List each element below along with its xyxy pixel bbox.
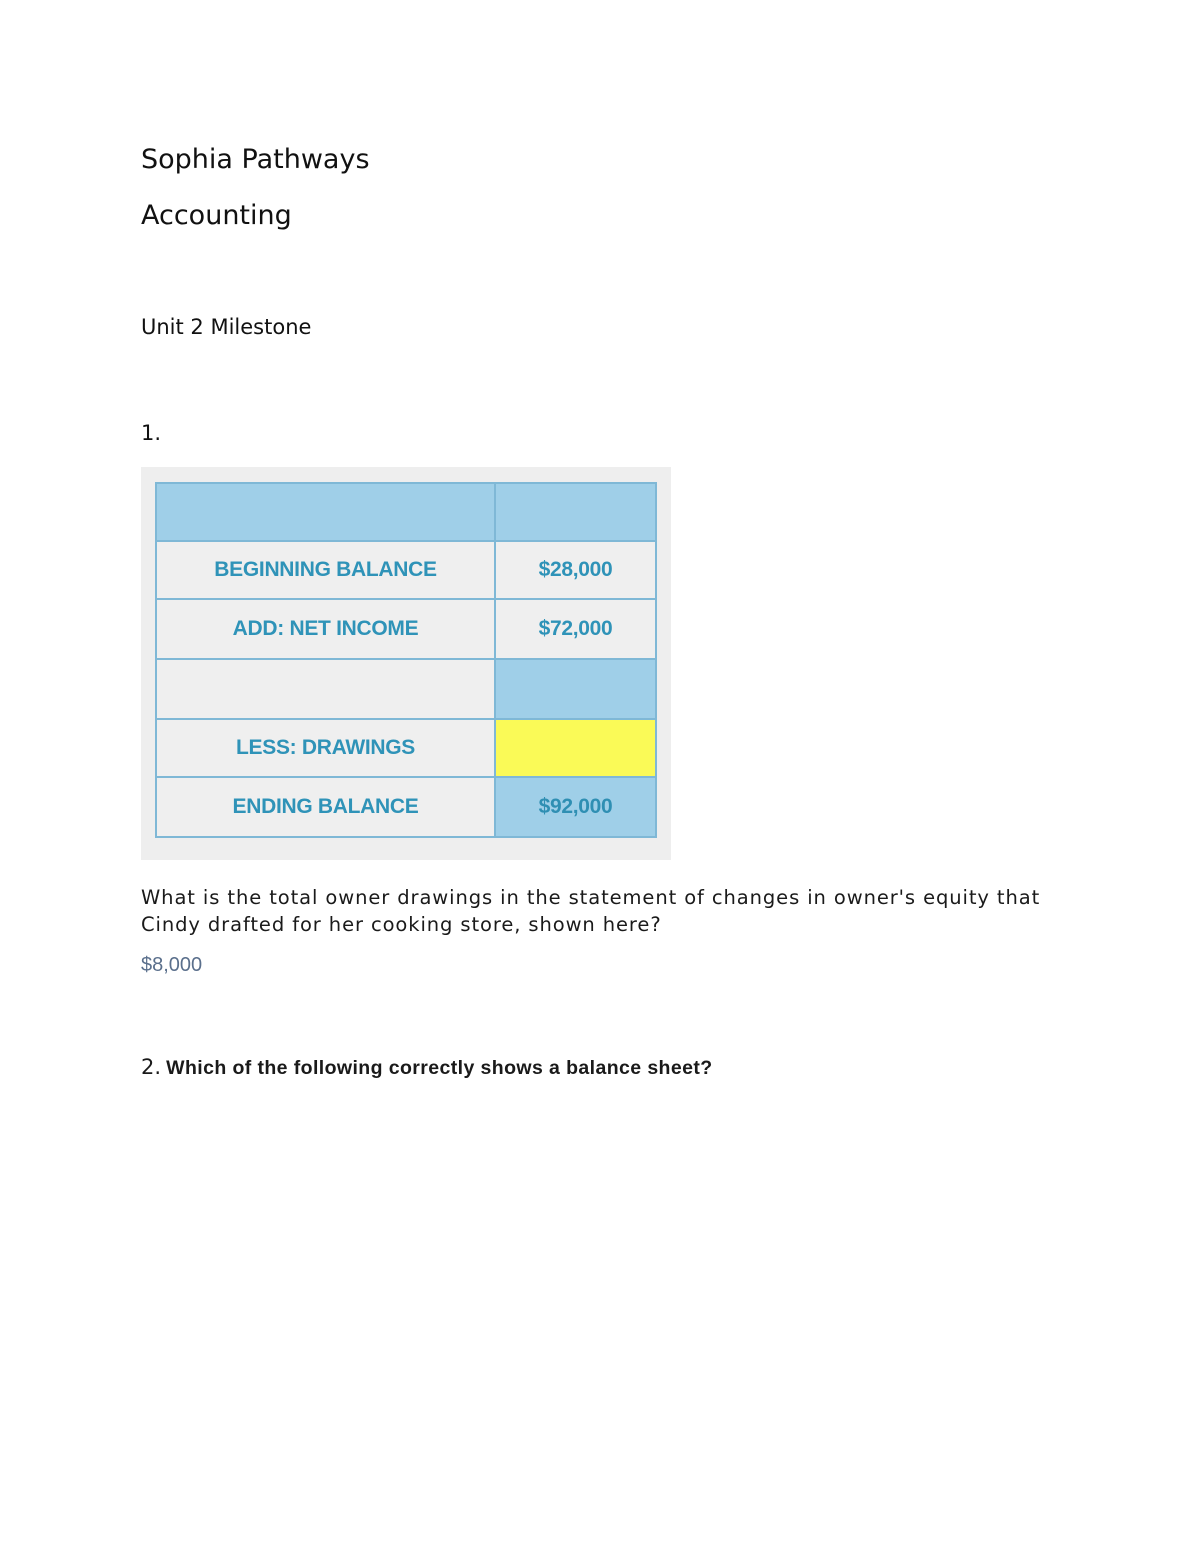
net-income-value: $72,000 (495, 599, 656, 659)
owners-equity-statement-table (155, 482, 657, 838)
owners-equity-statement-image (141, 467, 671, 860)
ending-balance-value: $92,000 (495, 777, 656, 837)
beginning-balance-value: $28,000 (495, 541, 656, 599)
question-2-text: Which of the following correctly shows a balance sheet? (166, 1057, 713, 1079)
table-header-value-cell (495, 483, 656, 541)
drawings-label: LESS: DRAWINGS (156, 719, 495, 777)
table-header-label-cell (156, 483, 495, 541)
document-subject: Accounting (141, 200, 292, 231)
question-2 (141, 1055, 713, 1080)
net-income-label: ADD: NET INCOME (156, 599, 495, 659)
subtotal-value (495, 659, 656, 719)
table-row-subtotal (156, 659, 656, 719)
question-1-text: What is the total owner drawings in the statement of changes in owner's equity that Cindy drafted for her cooking store, shown here? (141, 886, 1041, 936)
drawings-value-highlight (495, 719, 656, 777)
question-2-number: 2. (141, 1055, 162, 1079)
document-title: Sophia Pathways (141, 144, 370, 175)
table-row-net-income (156, 599, 656, 659)
beginning-balance-label: BEGINNING BALANCE (156, 541, 495, 599)
table-row-beginning-balance (156, 541, 656, 599)
ending-balance-label: ENDING BALANCE (156, 777, 495, 837)
table-header-row (156, 483, 656, 541)
table-row-ending-balance (156, 777, 656, 837)
question-1-answer: $8,000 (141, 954, 203, 976)
question-1-number: 1. (141, 421, 162, 445)
table-row-drawings (156, 719, 656, 777)
milestone-heading: Unit 2 Milestone (141, 315, 312, 339)
subtotal-label (156, 659, 495, 719)
